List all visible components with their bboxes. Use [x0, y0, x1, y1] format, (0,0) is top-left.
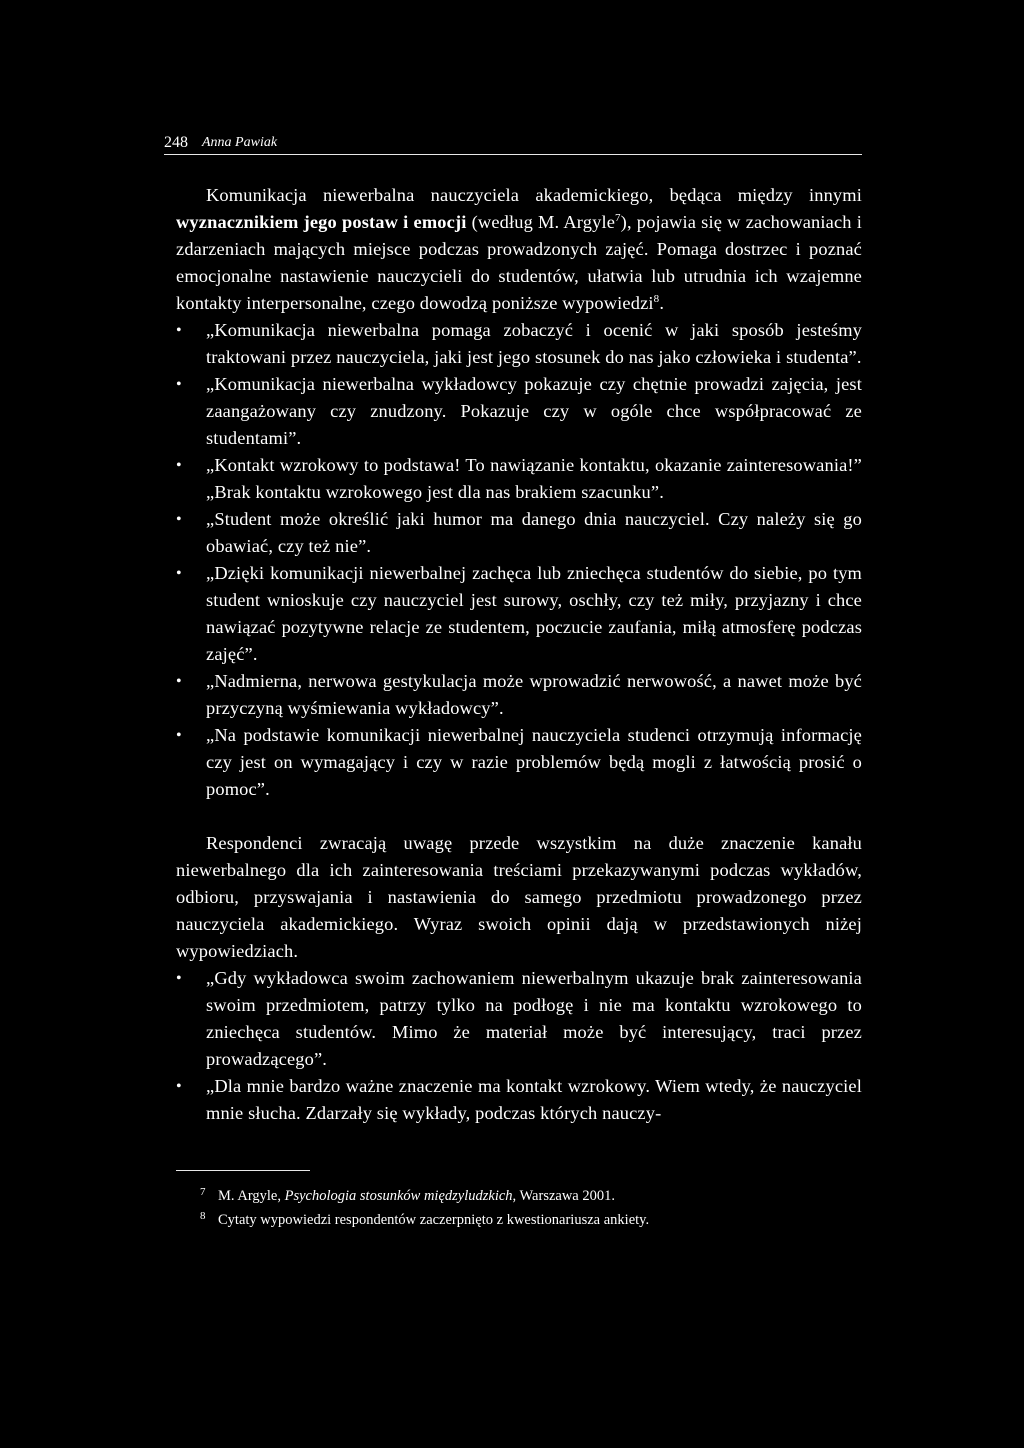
list-item-text: „Student może określić jaki humor ma danego dnia nauczyciel. Czy należy się go obawiać, czy też nie”. [206, 509, 862, 556]
bullet-icon: • [176, 376, 182, 393]
bold-phrase: wyznacznikiem jego postaw i emocji [176, 212, 467, 232]
footnote-text: Cytaty wypowiedzi respondentów zaczerpnięto z kwestionariusza ankiety. [218, 1212, 650, 1228]
list-item-text: „Na podstawie komunikacji niewerbalnej nauczyciela studenci otrzymują informację czy jest on wymagający i czy w razie problemów będą mogli z łatwością prosić o pomoc”. [206, 725, 862, 799]
bullet-icon: • [176, 970, 182, 987]
bullet-icon: • [176, 457, 182, 474]
bullet-icon: • [176, 511, 182, 528]
paragraph-respondents: Respondenci zwracają uwagę przede wszystkim na duże znaczenie kanału niewerbalnego dla ich zainteresowania treściami przekazywanymi podczas wykładów, odbioru, przyswajania i nastawienia do samego przedmiotu prowadzonego przez nauczyciela akademickiego. Wyraz swoich opinii dają w przedstawionych niżej wypowiedziach. [176, 833, 862, 961]
running-title: Anna Pawiak [202, 135, 278, 150]
footnote-mark: 7 [200, 1186, 206, 1198]
list-item-text: „Nadmierna, nerwowa gestykulacja może wprowadzić nerwowość, a nawet może być przyczyną wyśmiewania wykładowcy”. [206, 671, 862, 718]
list-item [176, 452, 862, 506]
footnote-divider [176, 1170, 310, 1171]
footnote-text: , Warszawa 2001. [512, 1188, 615, 1204]
footnote-ref[interactable]: 7 [615, 211, 621, 224]
bullet-icon: • [176, 727, 182, 744]
quote-list-2 [176, 965, 862, 1127]
paragraph-text: (według M. Argyle [466, 212, 616, 232]
quote-list-1 [176, 317, 862, 803]
bullet-icon: • [176, 1078, 182, 1095]
footnote-ref[interactable]: 8 [653, 292, 660, 305]
list-item-text: „Dzięki komunikacji niewerbalnej zachęca lub zniechęca studentów do siebie, po tym student wnioskuje czy nauczyciel jest surowy, oschły, czy też miły, przyjazny i chce nawiązać pozytywne relacje ze studentem, poczucie zaufania, miłą atmosferę podczas zajęć”. [206, 563, 862, 664]
footnotes [200, 1184, 840, 1232]
page-header [164, 132, 862, 155]
footnote-7 [200, 1184, 840, 1208]
list-item [176, 560, 862, 668]
list-item-text: „Komunikacja niewerbalna pomaga zobaczyć i ocenić w jaki sposób jesteśmy traktowani przez nauczyciela, jaki jest jego stosunek do nas jako człowieka i studenta”. [206, 320, 862, 367]
paragraph-text: ), pojawia się w zachowaniach i zdarzeniach mających miejsce podczas prowadzonych zajęć. Pomaga dostrzec i poznać emocjonalne nastawienie nauczycieli do studentów, ułatwia lub utrudnia ich wzajemne kontakty interpersonalne, czego dowodzą poniższe wypowiedzi [176, 212, 862, 313]
list-item-text: „Kontakt wzrokowy to podstawa! To nawiązanie kontaktu, okazanie zainteresowania!” „Brak kontaktu wzrokowego jest dla nas brakiem szacunku”. [206, 455, 862, 502]
paragraph-intro [176, 182, 862, 317]
bullet-icon: • [176, 322, 182, 339]
footnote-mark: 8 [200, 1210, 206, 1222]
list-item [176, 1073, 862, 1127]
paragraph-text: Komunikacja niewerbalna nauczyciela akademickiego, będąca między innymi [206, 185, 862, 205]
list-item [176, 965, 862, 1073]
bullet-icon: • [176, 565, 182, 582]
list-item [176, 371, 862, 452]
list-item [176, 506, 862, 560]
list-item [176, 722, 862, 803]
list-item [176, 668, 862, 722]
footnote-source-title: Psychologia stosunków międzyludzkich [284, 1188, 513, 1204]
list-item-text: „Dla mnie bardzo ważne znaczenie ma kontakt wzrokowy. Wiem wtedy, że nauczyciel mnie słucha. Zdarzały się wykłady, podczas których nauczy- [206, 1076, 862, 1123]
list-item [176, 317, 862, 371]
footnote-text: M. Argyle, [218, 1188, 285, 1204]
page-number: 248 [164, 134, 188, 151]
list-item-text: „Komunikacja niewerbalna wykładowcy pokazuje czy chętnie prowadzi zajęcia, jest zaangażowany czy znudzony. Pokazuje czy w ogóle chce współpracować ze studentami”. [206, 374, 862, 448]
footnote-8 [200, 1208, 840, 1232]
body-text [176, 182, 862, 1127]
paragraph-text: . [659, 293, 665, 313]
bullet-icon: • [176, 673, 182, 690]
list-item-text: „Gdy wykładowca swoim zachowaniem niewerbalnym ukazuje brak zainteresowania swoim przedmiotem, patrzy tylko na podłogę i nie ma kontaktu wzrokowego to zniechęca studentów. Mimo że materiał może być interesujący, traci przez prowadzącego”. [206, 968, 862, 1069]
